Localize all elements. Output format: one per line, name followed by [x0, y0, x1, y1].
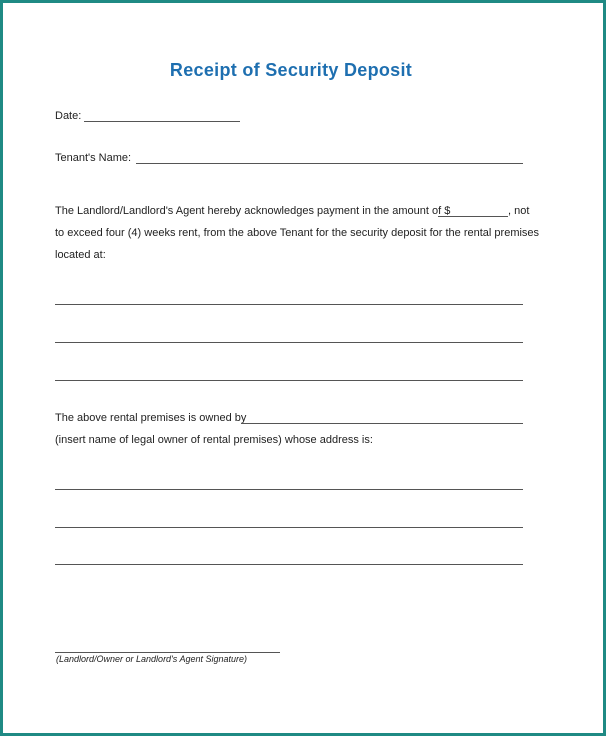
owned-by-label: The above rental premises is owned by	[55, 412, 247, 424]
premises-address-line-3[interactable]	[55, 380, 523, 381]
tenant-name-field-line[interactable]	[136, 163, 523, 164]
acknowledgement-text-line-2: to exceed four (4) weeks rent, from the above Tenant for the security deposit for the rental premises	[55, 227, 540, 239]
premises-address-line-1[interactable]	[55, 304, 523, 305]
signature-label: (Landlord/Owner or Landlord's Agent Signature)	[56, 654, 247, 664]
date-label: Date:	[55, 110, 82, 122]
acknowledgement-text-line-1: The Landlord/Landlord's Agent hereby acknowledges payment in the amount of $	[55, 205, 451, 217]
owner-note-text: (insert name of legal owner of rental premises) whose address is:	[55, 434, 373, 446]
acknowledgement-text-line-1-end: , not	[508, 205, 530, 217]
owner-name-field-line[interactable]	[241, 423, 523, 424]
signature-field-line[interactable]	[55, 652, 280, 653]
owner-address-line-2[interactable]	[55, 527, 523, 528]
tenant-name-label: Tenant's Name:	[55, 152, 132, 164]
owner-address-line-1[interactable]	[55, 489, 523, 490]
acknowledgement-text-line-3: located at:	[55, 249, 106, 261]
premises-address-line-2[interactable]	[55, 342, 523, 343]
amount-field-line[interactable]	[438, 216, 508, 217]
date-field-line[interactable]	[84, 121, 240, 122]
owner-address-line-3[interactable]	[55, 564, 523, 565]
document-title: Receipt of Security Deposit	[169, 60, 413, 80]
